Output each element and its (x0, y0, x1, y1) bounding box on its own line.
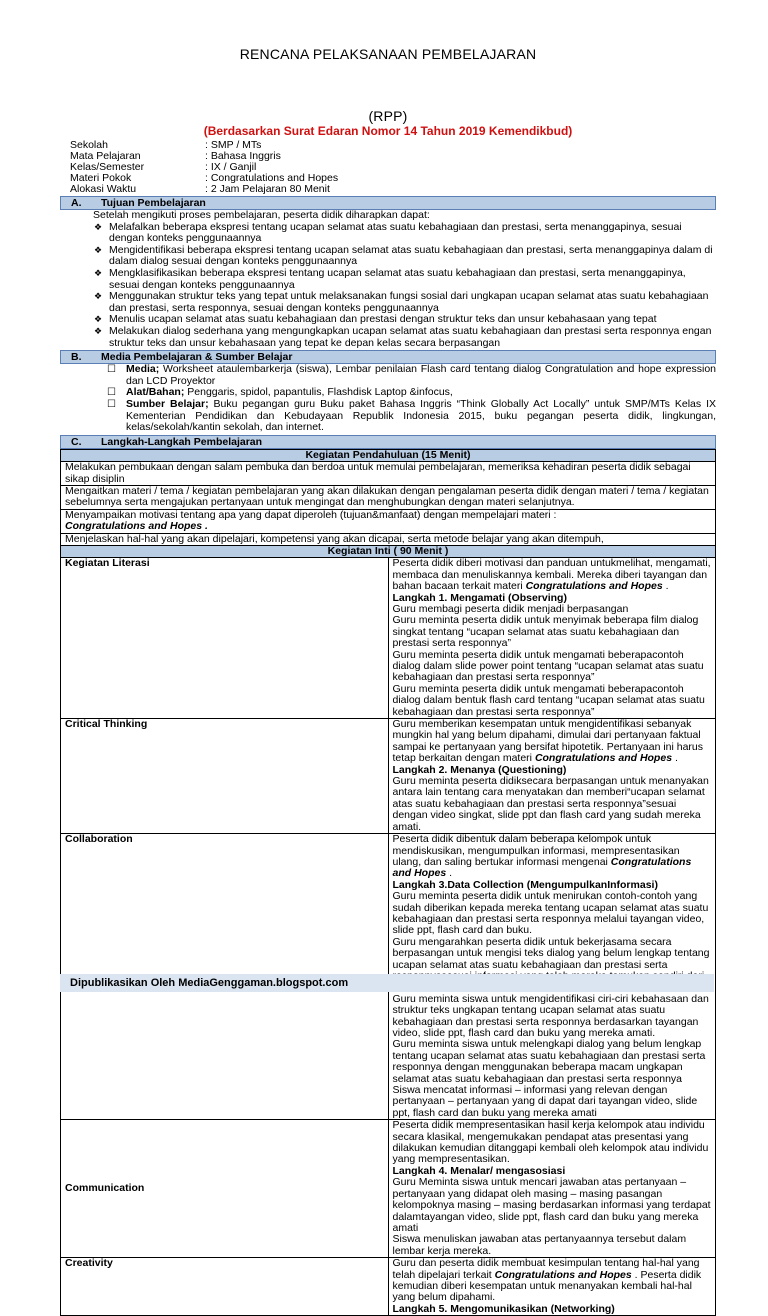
section-title: Langkah-Langkah Pembelajaran (101, 435, 263, 448)
activities-table (60, 449, 716, 1316)
table-cell: Melakukan pembukaan dengan salam pembuka dan berdoa untuk memulai pembelajaran, memeriksa kehadiran peserta didik sebagai sikap disiplin (61, 462, 716, 486)
cell-line: Guru membagi peserta didik menjadi berpasangan (392, 602, 629, 615)
cell-emphasis: Congratulations and Hopes (525, 580, 663, 593)
cell-text: . Peserta didik kemudian diberi kesempatan untuk menanyakan kembali hal-hal yang belum dipahami. (392, 1268, 702, 1304)
list-item-text: Menulis ucapan selamat atas suatu kebahagiaan dan prestasi dengan struktur teks dan unsur kebahasaan yang tepat (109, 313, 657, 326)
cell-line: Guru meminta siswa untuk mengidentifikasi ciri-ciri kebahasaan dan struktur teks ungkapan tentang ucapan selamat atas suatu kebahagiaan dan prestasi serta responnya berdasarkan tayangan video, slide ppt, flash card dan buku yang mereka amati. (392, 992, 709, 1039)
cell-paragraph (393, 558, 712, 592)
step-title: Langkah 1. Mengamati (Observing) (392, 591, 567, 604)
list-item (60, 268, 716, 291)
cell-text: Peserta didik diberi motivasi dan panduan untukmelihat, mengamati, membaca dan menuliskannya kembali. Mereka diberi tayangan dan bahan bacaan terkait materi (392, 557, 711, 593)
cell-paragraph (393, 1258, 712, 1304)
item-text: Worksheet ataulembarkerja (siswa), Lembar penilaian Flash card tentang dialog Congratulation and hope expression dan LCD Proyektor (126, 363, 716, 387)
cell-line: Guru Meminta siswa untuk mencari jawaban atas pertanyaan – pertanyaan yang didapat oleh masing – masing pasangan kelompoknya masing – masing berdasarkan informasi yang terdapat dalamtayangan video, slide ppt, flash card dan buku yang mereka amati (392, 1176, 711, 1234)
table-row (61, 1120, 716, 1258)
cell-line: Guru meminta peserta didik untuk mengamati beberapacontoh dialog dalam bentuk flash card tentang “ucapan selamat atas suatu kebahagiaan dan prestasi serta responnya” (392, 682, 705, 718)
cell-paragraph (393, 719, 712, 765)
list-item (60, 364, 716, 387)
cell-emphasis: Congratulations and Hopes . (65, 520, 208, 533)
row-label: Kegiatan Literasi (61, 558, 389, 719)
cell-paragraph (393, 834, 712, 880)
cell-line: Guru meminta peserta didik untuk menyimak beberapa film dialog singkat tentang “ucapan selamat atas suatu kebahagiaan dan prestasi serta responnya” (392, 614, 699, 650)
list-item-text (126, 364, 716, 387)
diamond-bullet-icon: ❖ (94, 325, 103, 336)
row-label: Creativity (61, 1258, 389, 1316)
list-item (60, 291, 716, 314)
diamond-bullet-icon: ❖ (94, 244, 103, 255)
item-label: Media; (126, 363, 160, 376)
section-c-header (60, 435, 716, 449)
info-value: : IX / Ganjil (205, 161, 257, 173)
section-title: Tujuan Pembelajaran (101, 197, 206, 209)
info-label: Mata Pelajaran (70, 150, 141, 162)
section-b-header (60, 350, 716, 364)
item-text: Penggaris, spidol, papantulis, Flashdisk Laptop &infocus, (184, 386, 453, 399)
section-letter: A. (71, 197, 82, 209)
cell-text: Guru dan peserta didik membuat kesimpulan tentang hal-hal yang telah dipelajari terkait (392, 1257, 700, 1281)
document-subtitle: (RPP) (368, 108, 408, 124)
table-cell: Menjelaskan hal-hal yang akan dipelajari, kompetensi yang akan dicapai, serta metode belajar yang akan ditempuh, (61, 533, 716, 545)
step-title: Langkah 3.Data Collection (MengumpulkanInformasi) (392, 878, 658, 891)
step-title: Langkah 2. Menanya (Questioning) (392, 763, 567, 776)
table-row (61, 462, 716, 486)
table-cell (388, 1120, 716, 1258)
info-row (60, 162, 716, 173)
cell-text: Menyampaikan motivasi tentang apa yang dapat diperoleh (tujuan&manfaat) dengan mempelajari materi : (65, 508, 557, 521)
diamond-bullet-icon: ❖ (94, 314, 103, 325)
row-label: Critical Thinking (61, 719, 389, 834)
cell-line: Guru meminta peserta didiksecara berpasangan untuk menanyakan antara lain tentang cara menyatakan dan memberi“ucapan selamat atas suatu kebahagiaan dan prestasi serta responnya”sesuai dengan video singkat, slide ppt dan flash card yang sudah mereka amati. (392, 775, 709, 833)
info-label: Materi Pokok (70, 172, 132, 184)
cell-text: . (672, 752, 678, 765)
info-row (60, 140, 716, 151)
document-title: RENCANA PELAKSANAAN PEMBELAJARAN (239, 46, 537, 62)
table-row (61, 558, 716, 719)
section-title: Media Pembelajaran & Sumber Belajar (101, 351, 293, 364)
list-item (60, 222, 716, 245)
diamond-bullet-icon: ❖ (94, 221, 103, 232)
info-value: : Congratulations and Hopes (205, 172, 339, 184)
checkbox-bullet-icon: ☐ (107, 398, 116, 410)
cell-line: Guru meminta peserta didik untuk mengamati beberapacontoh dialog dalam slide power point tentang “ucapan selamat atas suatu kebahagiaan dan prestasi serta responnya” (392, 648, 704, 684)
diamond-bullet-icon: ❖ (94, 291, 103, 302)
list-item (60, 399, 716, 434)
section-a-header (60, 196, 716, 210)
checkbox-bullet-icon: ☐ (107, 364, 116, 376)
inti-header: Kegiatan Inti ( 90 Menit ) (61, 545, 716, 557)
info-row (60, 151, 716, 162)
document-reference: (Berdasarkan Surat Edaran Nomor 14 Tahun 2019 Kemendikbud) (203, 124, 573, 138)
section-letter: B. (71, 351, 82, 364)
table-row (61, 545, 716, 557)
checkbox-bullet-icon: ☐ (107, 387, 116, 399)
row-label: Collaboration (61, 834, 389, 1120)
item-label: Alat/Bahan; (126, 386, 185, 399)
section-b-body (60, 364, 716, 434)
cell-text: Peserta didik dibentuk dalam beberapa kelompok untuk mendiskusikan, mengumpulkan informasi, mempresentasikan ulang, dan saling bertukar informasi mengenai (392, 833, 680, 868)
section-letter: C. (71, 435, 82, 448)
cell-line: Guru meminta siswa untuk melengkapi dialog yang belum lengkap tentang ucapan selamat atas suatu kebahagiaan dan prestasi serta responnya dengan menggunakan beberapa macam ungkapan selamat atas suatu kebahagiaan dan prestasi serta responnya (392, 1038, 706, 1085)
publisher-footer: Dipublikasikan Oleh MediaGenggaman.blogspot.com (60, 974, 714, 992)
row-label: Communication (61, 1120, 389, 1258)
info-value: : Bahasa Inggris (205, 150, 281, 162)
list-item-text (126, 399, 716, 434)
cell-emphasis: Congratulations and Hopes (534, 752, 673, 765)
section-a-intro: Setelah mengikuti proses pembelajaran, peserta didik diharapkan dapat: (93, 209, 430, 221)
info-row (60, 184, 716, 195)
table-row (61, 509, 716, 533)
cell-line: Siswa mencatat informasi – informasi yang relevan dengan pertanyaan – pertanyaan yang di dapat dari tayangan video, slide ppt, flash card dan buku yang mereka amati (392, 1084, 698, 1119)
step-title: Langkah 4. Menalar/ mengasosiasi (392, 1164, 566, 1177)
list-item-text: Melakukan dialog sederhana yang mengungkapkan ucapan selamat atas suatu kebahagiaan dan prestasi serta responnya engan struktur teks dan unsur kebahasaan yang tepat ke depan kelas secara berpasangan (109, 324, 712, 349)
table-row (61, 485, 716, 509)
list-item-text: Mengklasifikasikan beberapa ekspresi tentang ucapan selamat atas suatu kebahagiaan dan prestasi, serta menanggapinya, sesuai dengan konteks penggunaannya (109, 266, 686, 291)
table-row (61, 449, 716, 461)
table-row (61, 719, 716, 834)
table-cell (388, 558, 716, 719)
list-item (60, 245, 716, 268)
identity-block (60, 140, 716, 195)
info-label: Kelas/Semester (70, 161, 145, 173)
table-cell (388, 1258, 716, 1316)
item-text: Buku pegangan guru Buku paket Bahasa Inggris “Think Globally Act Locally” untuk SMP/MTs Kelas IX Kementerian Pendidikan dan Kebudayaan Republik Indonesia 2015, buku pegangan peserta didik, lingkungan, kelas/sekolah/kantin sekolah, dan internet. (126, 397, 717, 434)
cell-line: Guru mengarahkan peserta didik untuk bekerjasama secara berpasangan untuk mengisi teks dialog yang belum lengkap tentang ucapan selamat atas suatu kebahagiaan dan prestasi serta (392, 935, 710, 971)
cell-paragraph: Peserta didik mempresentasikan hasil kerja kelompok atau individu secara klasikal, mengemukakan pendapat atas presentasi yang dilakukan kemudian ditanggapi kembali oleh kelompok atau individu yang mempresentasikan. (392, 1119, 709, 1166)
info-label: Alokasi Waktu (70, 183, 137, 195)
cell-text: Guru memberikan kesempatan untuk mengidentifikasi sebanyak mungkin hal yang belum dipahami, dimulai dari pertanyaan faktual sampai ke pertanyaan yang bersifat hipotetik. Pertanyaan ini harus tetap berkaitan dengan materi (392, 718, 704, 765)
info-label: Sekolah (70, 139, 108, 151)
cell-emphasis: Congratulations and Hopes (494, 1268, 632, 1281)
table-cell: Mengaitkan materi / tema / kegiatan pembelajaran yang akan dilakukan dengan pengalaman peserta didik dengan materi / tema / kegiatan sebelumnya serta mengajukan pertanyaan untuk mengingat dan menghubungkan dengan materi selanjutnya. (61, 485, 716, 509)
cell-text: . (662, 580, 669, 593)
item-label: Sumber Belajar; (126, 397, 209, 410)
table-cell (388, 719, 716, 834)
step-title: Langkah 5. Mengomunikasikan (Networking) (392, 1302, 615, 1315)
info-row (60, 173, 716, 184)
list-item (60, 326, 716, 349)
list-item-text: Mengidentifikasi beberapa ekspresi tentang ucapan selamat atas suatu kebahagiaan dan prestasi, serta menanggapinya dalam di dalam dialog sesuai dengan konteks penggunaannya (109, 243, 713, 268)
diamond-bullet-icon: ❖ (94, 267, 103, 278)
info-value: : 2 Jam Pelajaran 80 Menit (205, 183, 330, 195)
section-a-body (60, 210, 716, 349)
list-item-text: Menggunakan struktur teks yang tepat untuk melaksanakan fungsi sosial dari ungkapan ucapan selamat atas suatu kebahagiaan dan prestasi, serta responnya, sesuai dengan konteks penggunaannya (109, 290, 709, 314)
info-value: : SMP / MTs (205, 139, 262, 151)
cell-text: . (446, 867, 453, 880)
cell-emphasis: Congratulations and Hopes (392, 855, 692, 880)
pendahuluan-header: Kegiatan Pendahuluan (15 Menit) (61, 449, 716, 461)
table-row (61, 533, 716, 545)
list-item-text: Melafalkan beberapa ekspresi tentang ucapan selamat atas suatu kebahagiaan dan prestasi, serta menanggapinya, sesuai dengan konteks penggunaannya (109, 220, 682, 245)
cell-line: Siswa menuliskan jawaban atas pertanyaannya tersebut dalam lembar kerja mereka. (392, 1233, 687, 1257)
table-row (61, 1258, 716, 1316)
document-page (60, 0, 716, 1316)
table-cell (61, 509, 716, 533)
cell-line: Guru meminta peserta didik untuk menirukan contoh-contoh yang sudah diberikan kepada mereka tentang ucapan selamat atas suatu kebahagiaan dan prestasi serta responnya melalui tayangan video, slide ppt, flash card dan buku. (392, 890, 709, 937)
